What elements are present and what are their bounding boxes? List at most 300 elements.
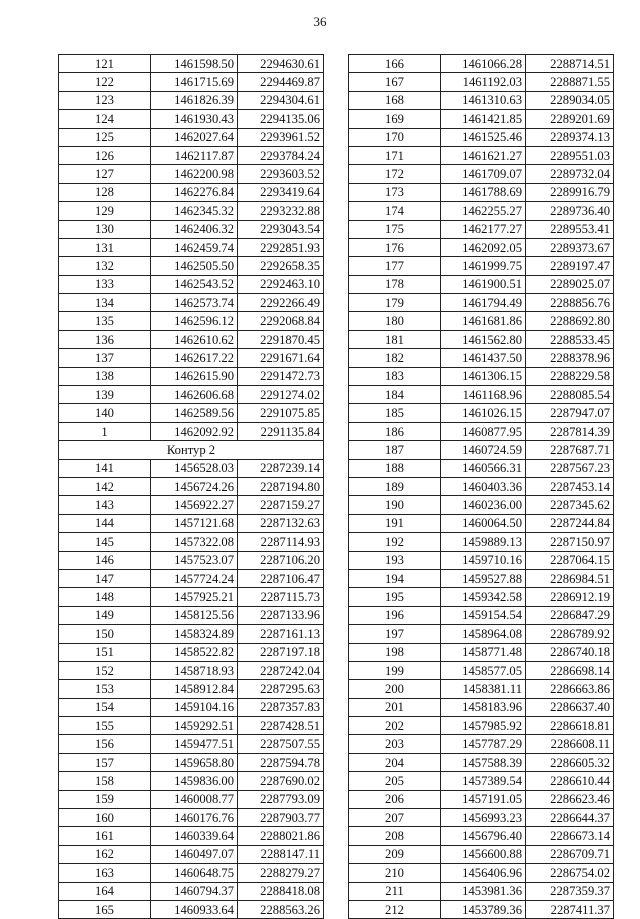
table-row [59,349,324,367]
y-coordinate-cell: 2287567.23 [526,459,614,477]
y-coordinate-cell: 2287453.14 [526,477,614,495]
point-number-cell: 139 [59,386,151,404]
x-coordinate-cell: 1462596.12 [151,312,238,330]
point-number-cell: 173 [349,183,441,201]
point-number-cell: 141 [59,459,151,477]
y-coordinate-cell: 2289034.05 [526,91,614,109]
x-coordinate-cell: 1462615.90 [151,367,238,385]
table-row [349,845,614,863]
y-coordinate-cell: 2289025.07 [526,275,614,293]
table-row [349,698,614,716]
x-coordinate-cell: 1457724.24 [151,569,238,587]
table-row [59,73,324,91]
y-coordinate-cell: 2287132.63 [238,514,324,532]
point-number-cell: 151 [59,643,151,661]
y-coordinate-cell: 2289736.40 [526,202,614,220]
y-coordinate-cell: 2288279.27 [238,864,324,882]
x-coordinate-cell: 1456922.27 [151,496,238,514]
point-number-cell: 185 [349,404,441,422]
table-row [349,202,614,220]
point-number-cell: 197 [349,625,441,643]
x-coordinate-cell: 1456993.23 [441,809,526,827]
point-number-cell: 209 [349,845,441,863]
table-row [59,606,324,624]
y-coordinate-cell: 2292068.84 [238,312,324,330]
point-number-cell: 186 [349,422,441,440]
y-coordinate-cell: 2289201.69 [526,110,614,128]
table-row [349,661,614,679]
table-row [59,165,324,183]
point-number-cell: 192 [349,533,441,551]
x-coordinate-cell: 1462177.27 [441,220,526,238]
table-row [349,165,614,183]
table-row [349,386,614,404]
y-coordinate-cell: 2287507.55 [238,735,324,753]
x-coordinate-cell: 1457322.08 [151,533,238,551]
point-number-cell: 127 [59,165,151,183]
point-number-cell: 124 [59,110,151,128]
y-coordinate-cell: 2286608.11 [526,735,614,753]
x-coordinate-cell: 1453981.36 [441,882,526,900]
y-coordinate-cell: 2291135.84 [238,422,324,440]
x-coordinate-cell: 1462617.22 [151,349,238,367]
table-row [59,809,324,827]
x-coordinate-cell: 1460877.95 [441,422,526,440]
table-row [59,238,324,256]
table-row [349,422,614,440]
y-coordinate-cell: 2287295.63 [238,680,324,698]
point-number-cell: 191 [349,514,441,532]
point-number-cell: 193 [349,551,441,569]
table-row [59,330,324,348]
point-number-cell: 1 [59,422,151,440]
point-number-cell: 156 [59,735,151,753]
x-coordinate-cell: 1461826.39 [151,91,238,109]
table-row [349,330,614,348]
x-coordinate-cell: 1462117.87 [151,146,238,164]
point-number-cell: 143 [59,496,151,514]
point-number-cell: 144 [59,514,151,532]
point-number-cell: 146 [59,551,151,569]
point-number-cell: 133 [59,275,151,293]
x-coordinate-cell: 1461900.51 [441,275,526,293]
y-coordinate-cell: 2289197.47 [526,257,614,275]
y-coordinate-cell: 2293784.24 [238,146,324,164]
point-number-cell: 121 [59,55,151,73]
y-coordinate-cell: 2287106.20 [238,551,324,569]
x-coordinate-cell: 1458522.82 [151,643,238,661]
y-coordinate-cell: 2287793.09 [238,790,324,808]
point-number-cell: 212 [349,900,441,918]
contour-header-row [59,441,324,459]
x-coordinate-cell: 1456600.88 [441,845,526,863]
x-coordinate-cell: 1462276.84 [151,183,238,201]
x-coordinate-cell: 1461168.96 [441,386,526,404]
x-coordinate-cell: 1459889.13 [441,533,526,551]
y-coordinate-cell: 2288085.54 [526,386,614,404]
x-coordinate-cell: 1458912.84 [151,680,238,698]
table-row [349,404,614,422]
y-coordinate-cell: 2292266.49 [238,294,324,312]
y-coordinate-cell: 2286605.32 [526,753,614,771]
x-coordinate-cell: 1460236.00 [441,496,526,514]
x-coordinate-cell: 1461192.03 [441,73,526,91]
y-coordinate-cell: 2291472.73 [238,367,324,385]
x-coordinate-cell: 1462027.64 [151,128,238,146]
table-row [59,55,324,73]
x-coordinate-cell: 1462459.74 [151,238,238,256]
x-coordinate-cell: 1458718.93 [151,661,238,679]
x-coordinate-cell: 1460497.07 [151,845,238,863]
table-row [349,735,614,753]
point-number-cell: 132 [59,257,151,275]
point-number-cell: 131 [59,238,151,256]
y-coordinate-cell: 2287903.77 [238,809,324,827]
point-number-cell: 199 [349,661,441,679]
table-row [349,882,614,900]
table-row [59,183,324,201]
point-number-cell: 150 [59,625,151,643]
table-row [349,110,614,128]
x-coordinate-cell: 1461598.50 [151,55,238,73]
x-coordinate-cell: 1462589.56 [151,404,238,422]
table-row [349,588,614,606]
y-coordinate-cell: 2286644.37 [526,809,614,827]
table-row [59,146,324,164]
table-row [349,569,614,587]
table-row [59,533,324,551]
y-coordinate-cell: 2289551.03 [526,146,614,164]
x-coordinate-cell: 1461794.49 [441,294,526,312]
y-coordinate-cell: 2288533.45 [526,330,614,348]
y-coordinate-cell: 2287106.47 [238,569,324,587]
x-coordinate-cell: 1460566.31 [441,459,526,477]
point-number-cell: 155 [59,717,151,735]
table-row [59,514,324,532]
point-number-cell: 170 [349,128,441,146]
point-number-cell: 126 [59,146,151,164]
x-coordinate-cell: 1459104.16 [151,698,238,716]
x-coordinate-cell: 1461066.28 [441,55,526,73]
y-coordinate-cell: 2286754.02 [526,864,614,882]
x-coordinate-cell: 1462505.50 [151,257,238,275]
y-coordinate-cell: 2286984.51 [526,569,614,587]
table-row [59,202,324,220]
y-coordinate-cell: 2286698.14 [526,661,614,679]
table-row [59,422,324,440]
y-coordinate-cell: 2287359.37 [526,882,614,900]
y-coordinate-cell: 2288856.76 [526,294,614,312]
y-coordinate-cell: 2286709.71 [526,845,614,863]
point-number-cell: 187 [349,441,441,459]
point-number-cell: 149 [59,606,151,624]
table-row [349,294,614,312]
table-row [59,790,324,808]
x-coordinate-cell: 1460724.59 [441,441,526,459]
y-coordinate-cell: 2287428.51 [238,717,324,735]
table-row [349,367,614,385]
x-coordinate-cell: 1459527.88 [441,569,526,587]
x-coordinate-cell: 1457121.68 [151,514,238,532]
y-coordinate-cell: 2287242.04 [238,661,324,679]
x-coordinate-cell: 1462092.05 [441,238,526,256]
y-coordinate-cell: 2286789.92 [526,625,614,643]
table-row [59,128,324,146]
x-coordinate-cell: 1462610.62 [151,330,238,348]
table-row [349,827,614,845]
y-coordinate-cell: 2287244.84 [526,514,614,532]
x-coordinate-cell: 1457191.05 [441,790,526,808]
table-row [349,864,614,882]
point-number-cell: 138 [59,367,151,385]
y-coordinate-cell: 2287159.27 [238,496,324,514]
point-number-cell: 208 [349,827,441,845]
x-coordinate-cell: 1461310.63 [441,91,526,109]
y-coordinate-cell: 2293603.52 [238,165,324,183]
point-number-cell: 181 [349,330,441,348]
x-coordinate-cell: 1462345.32 [151,202,238,220]
y-coordinate-cell: 2286618.81 [526,717,614,735]
y-coordinate-cell: 2294135.06 [238,110,324,128]
table-row [349,91,614,109]
table-row [59,404,324,422]
table-row [349,753,614,771]
point-number-cell: 128 [59,183,151,201]
y-coordinate-cell: 2289732.04 [526,165,614,183]
point-number-cell: 184 [349,386,441,404]
contour-header: Контур 2 [59,441,324,459]
table-row [59,772,324,790]
x-coordinate-cell: 1457523.07 [151,551,238,569]
point-number-cell: 195 [349,588,441,606]
point-number-cell: 175 [349,220,441,238]
y-coordinate-cell: 2286663.86 [526,680,614,698]
point-number-cell: 201 [349,698,441,716]
point-number-cell: 194 [349,569,441,587]
x-coordinate-cell: 1461421.85 [441,110,526,128]
point-number-cell: 189 [349,477,441,495]
y-coordinate-cell: 2291075.85 [238,404,324,422]
table-row [59,257,324,275]
table-row [59,312,324,330]
x-coordinate-cell: 1461788.69 [441,183,526,201]
point-number-cell: 161 [59,827,151,845]
x-coordinate-cell: 1456528.03 [151,459,238,477]
point-number-cell: 200 [349,680,441,698]
point-number-cell: 180 [349,312,441,330]
table-row [59,753,324,771]
table-row [349,809,614,827]
point-number-cell: 166 [349,55,441,73]
x-coordinate-cell: 1461681.86 [441,312,526,330]
x-coordinate-cell: 1462092.92 [151,422,238,440]
x-coordinate-cell: 1453789.36 [441,900,526,918]
table-row [59,864,324,882]
point-number-cell: 176 [349,238,441,256]
y-coordinate-cell: 2289373.67 [526,238,614,256]
table-row [349,680,614,698]
x-coordinate-cell: 1458577.05 [441,661,526,679]
point-number-cell: 163 [59,864,151,882]
y-coordinate-cell: 2287161.13 [238,625,324,643]
x-coordinate-cell: 1457925.21 [151,588,238,606]
y-coordinate-cell: 2291274.02 [238,386,324,404]
coordinates-table-right [348,54,614,919]
table-row [59,625,324,643]
point-number-cell: 140 [59,404,151,422]
point-number-cell: 148 [59,588,151,606]
y-coordinate-cell: 2287133.96 [238,606,324,624]
point-number-cell: 169 [349,110,441,128]
point-number-cell: 165 [59,900,151,918]
point-number-cell: 157 [59,753,151,771]
table-row [349,900,614,918]
y-coordinate-cell: 2292658.35 [238,257,324,275]
point-number-cell: 196 [349,606,441,624]
x-coordinate-cell: 1460339.64 [151,827,238,845]
point-number-cell: 207 [349,809,441,827]
y-coordinate-cell: 2286673.14 [526,827,614,845]
x-coordinate-cell: 1459710.16 [441,551,526,569]
table-row [59,551,324,569]
table-row [349,514,614,532]
table-row [59,735,324,753]
y-coordinate-cell: 2287687.71 [526,441,614,459]
y-coordinate-cell: 2289553.41 [526,220,614,238]
y-coordinate-cell: 2286740.18 [526,643,614,661]
table-row [349,183,614,201]
table-row [349,533,614,551]
y-coordinate-cell: 2286623.46 [526,790,614,808]
point-number-cell: 154 [59,698,151,716]
y-coordinate-cell: 2294304.61 [238,91,324,109]
y-coordinate-cell: 2288692.80 [526,312,614,330]
y-coordinate-cell: 2287114.93 [238,533,324,551]
point-number-cell: 159 [59,790,151,808]
x-coordinate-cell: 1459342.58 [441,588,526,606]
table-row [59,91,324,109]
y-coordinate-cell: 2287594.78 [238,753,324,771]
x-coordinate-cell: 1462255.27 [441,202,526,220]
point-number-cell: 129 [59,202,151,220]
y-coordinate-cell: 2287064.15 [526,551,614,569]
y-coordinate-cell: 2288871.55 [526,73,614,91]
y-coordinate-cell: 2293961.52 [238,128,324,146]
point-number-cell: 171 [349,146,441,164]
x-coordinate-cell: 1456406.96 [441,864,526,882]
point-number-cell: 190 [349,496,441,514]
table-row [349,625,614,643]
y-coordinate-cell: 2294469.87 [238,73,324,91]
table-row [59,220,324,238]
x-coordinate-cell: 1461621.27 [441,146,526,164]
table-row [59,717,324,735]
table-row [349,349,614,367]
table-row [59,845,324,863]
y-coordinate-cell: 2288378.96 [526,349,614,367]
point-number-cell: 210 [349,864,441,882]
x-coordinate-cell: 1462406.32 [151,220,238,238]
point-number-cell: 123 [59,91,151,109]
table-row [349,790,614,808]
y-coordinate-cell: 2293043.54 [238,220,324,238]
y-coordinate-cell: 2287194.80 [238,477,324,495]
point-number-cell: 160 [59,809,151,827]
x-coordinate-cell: 1457389.54 [441,772,526,790]
point-number-cell: 178 [349,275,441,293]
point-number-cell: 162 [59,845,151,863]
y-coordinate-cell: 2287115.73 [238,588,324,606]
point-number-cell: 158 [59,772,151,790]
point-number-cell: 142 [59,477,151,495]
y-coordinate-cell: 2292463.10 [238,275,324,293]
x-coordinate-cell: 1456796.40 [441,827,526,845]
y-coordinate-cell: 2288418.08 [238,882,324,900]
point-number-cell: 203 [349,735,441,753]
y-coordinate-cell: 2287150.97 [526,533,614,551]
table-row [349,220,614,238]
page-number: 36 [313,14,327,29]
table-row [349,477,614,495]
x-coordinate-cell: 1458183.96 [441,698,526,716]
x-coordinate-cell: 1460403.36 [441,477,526,495]
point-number-cell: 202 [349,717,441,735]
point-number-cell: 188 [349,459,441,477]
table-row [59,275,324,293]
table-row [349,275,614,293]
x-coordinate-cell: 1458964.08 [441,625,526,643]
table-row [59,367,324,385]
table-row [349,606,614,624]
point-number-cell: 135 [59,312,151,330]
x-coordinate-cell: 1459658.80 [151,753,238,771]
x-coordinate-cell: 1460794.37 [151,882,238,900]
table-row [59,459,324,477]
table-row [349,146,614,164]
y-coordinate-cell: 2287411.37 [526,900,614,918]
y-coordinate-cell: 2289374.13 [526,128,614,146]
table-row [349,238,614,256]
x-coordinate-cell: 1461715.69 [151,73,238,91]
table-row [59,477,324,495]
table-row [59,698,324,716]
table-row [59,661,324,679]
table-row [349,312,614,330]
y-coordinate-cell: 2287690.02 [238,772,324,790]
y-coordinate-cell: 2293419.64 [238,183,324,201]
point-number-cell: 125 [59,128,151,146]
point-number-cell: 137 [59,349,151,367]
x-coordinate-cell: 1457588.39 [441,753,526,771]
coordinates-table-left [58,54,324,919]
x-coordinate-cell: 1459477.51 [151,735,238,753]
table-row [59,900,324,918]
x-coordinate-cell: 1462573.74 [151,294,238,312]
y-coordinate-cell: 2288714.51 [526,55,614,73]
point-number-cell: 205 [349,772,441,790]
y-coordinate-cell: 2286847.29 [526,606,614,624]
x-coordinate-cell: 1461437.50 [441,349,526,367]
x-coordinate-cell: 1459292.51 [151,717,238,735]
point-number-cell: 167 [349,73,441,91]
table-row [59,294,324,312]
point-number-cell: 198 [349,643,441,661]
table-row [59,588,324,606]
point-number-cell: 164 [59,882,151,900]
x-coordinate-cell: 1459836.00 [151,772,238,790]
y-coordinate-cell: 2287345.62 [526,496,614,514]
x-coordinate-cell: 1460064.50 [441,514,526,532]
